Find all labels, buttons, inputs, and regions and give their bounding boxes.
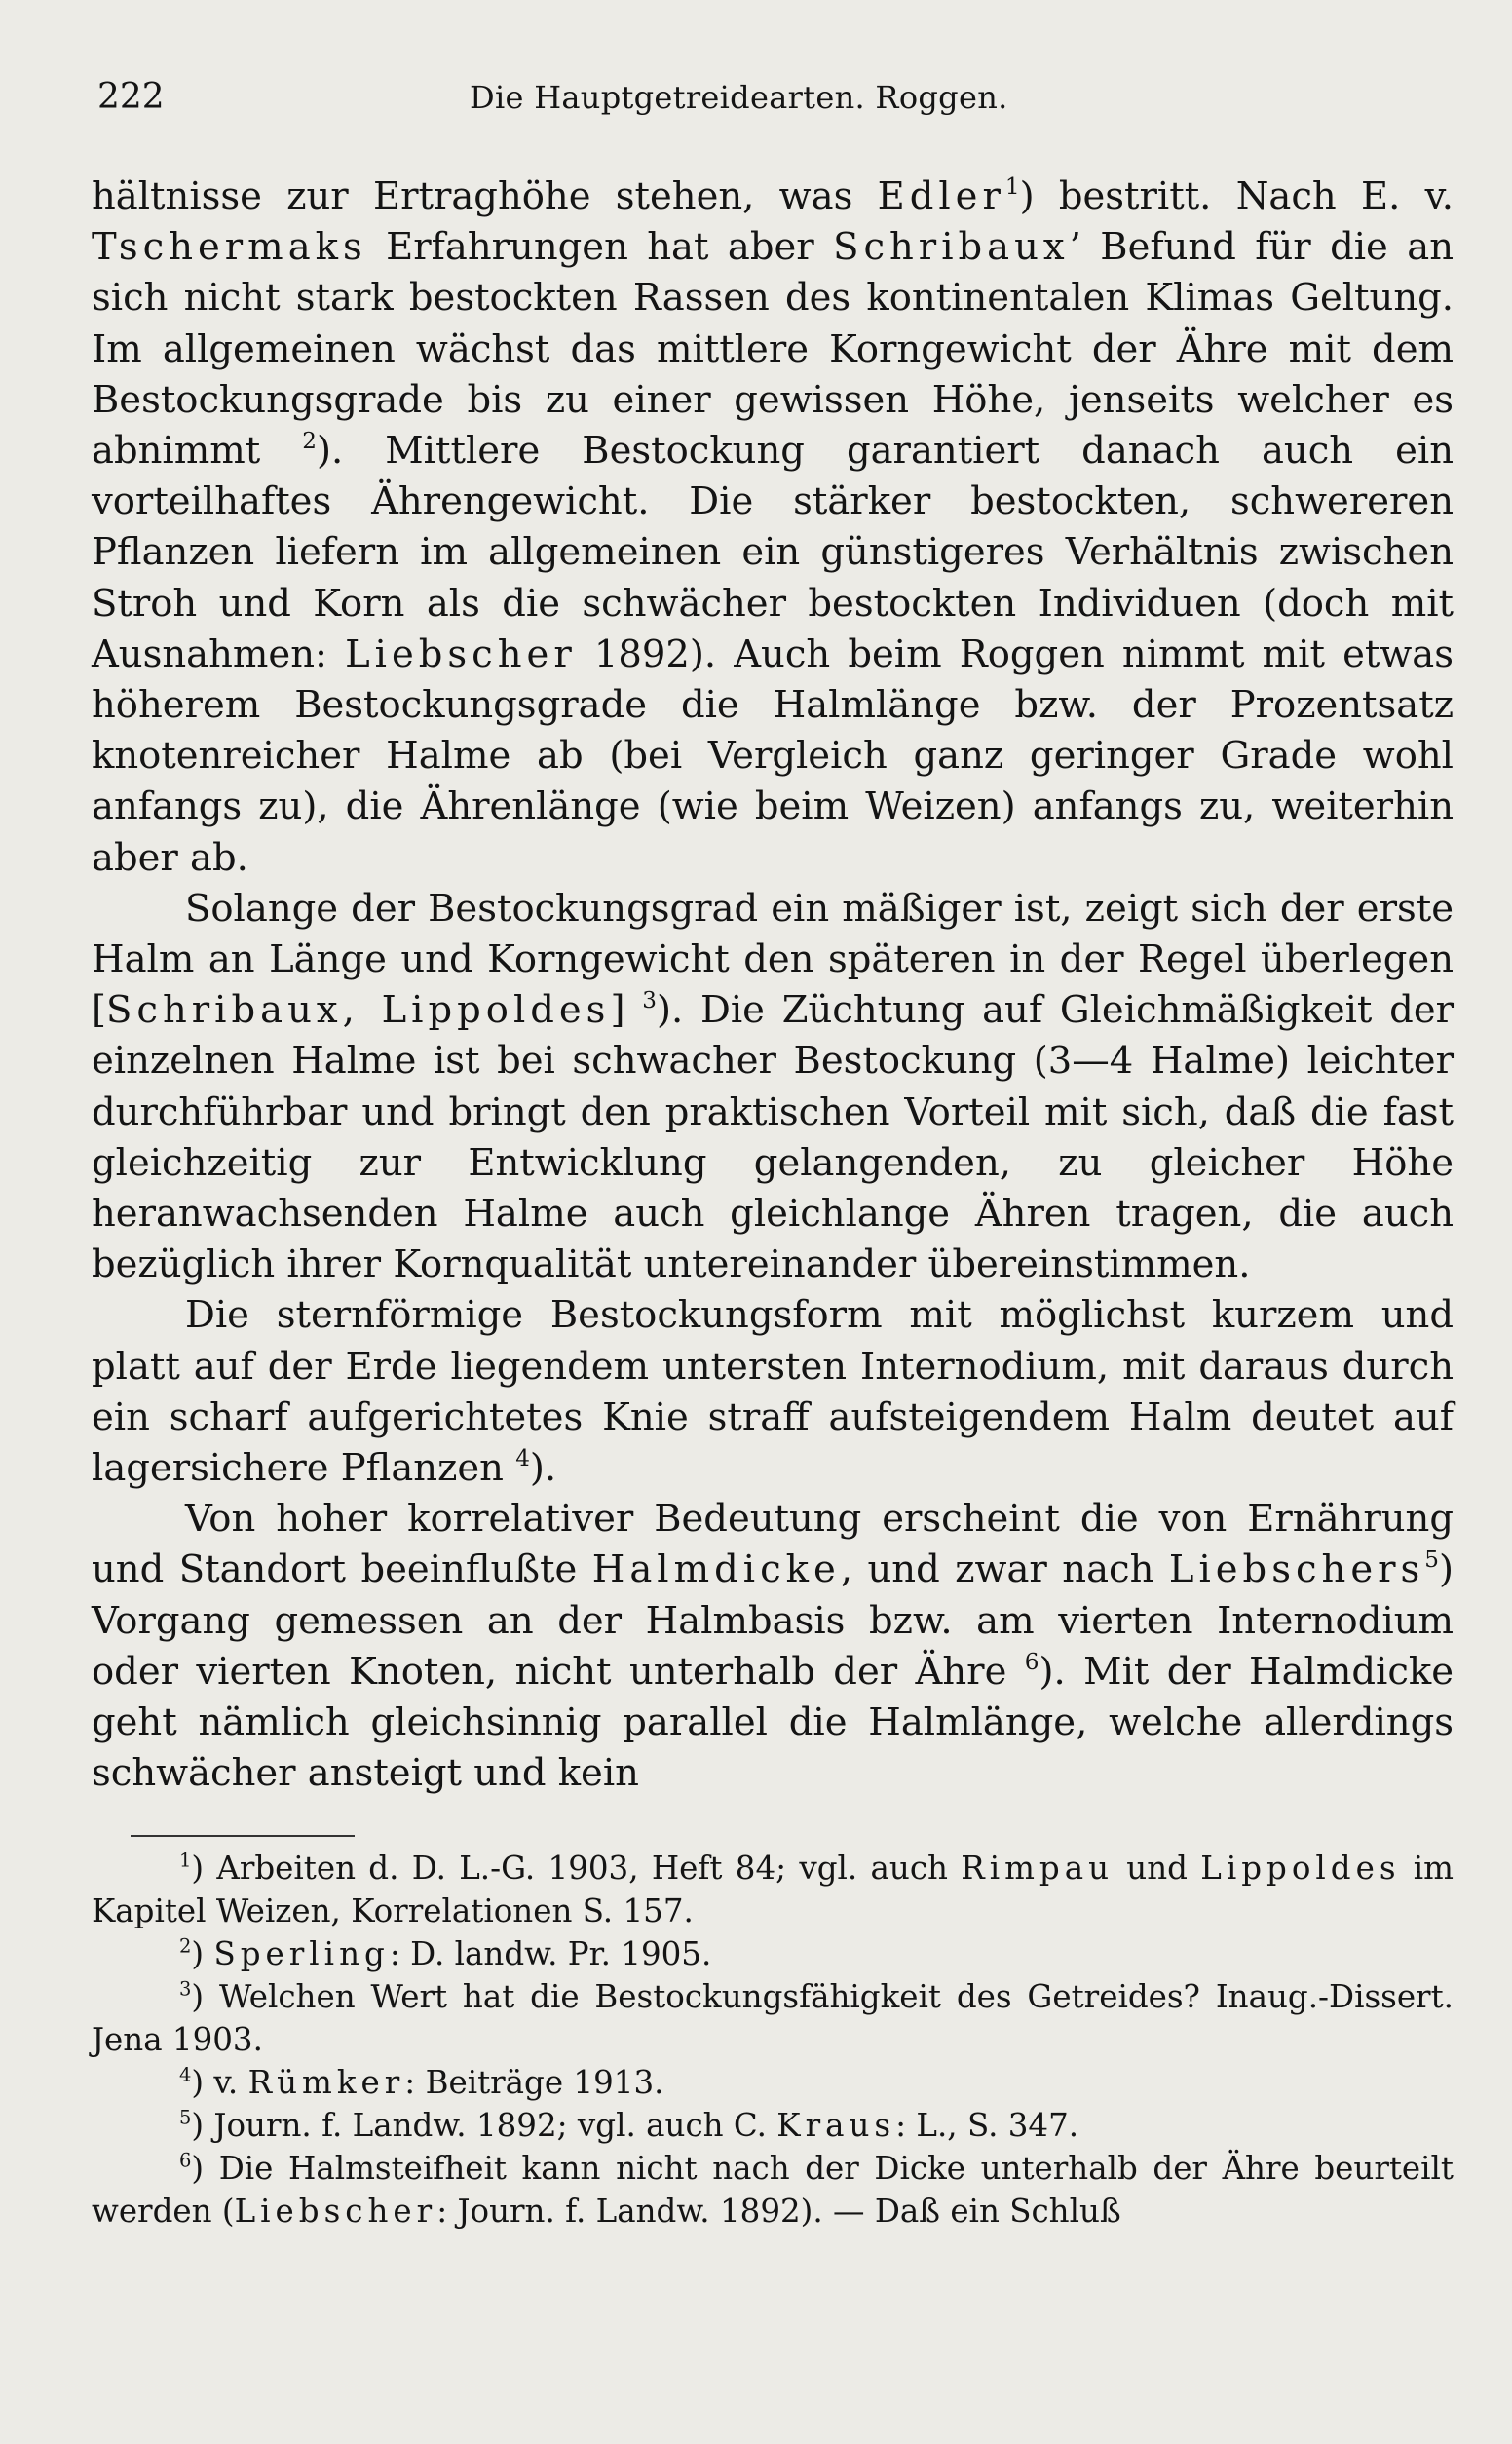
text-run: ) Arbeiten d. D. L.-G. 1903, Heft 84; vgl. auch: [191, 1849, 962, 1887]
running-title: Die Hauptgetreidearten. Roggen.: [470, 79, 1008, 116]
spaced-name: Liebscher: [345, 631, 577, 676]
footnote-marker: 2: [302, 429, 317, 455]
spaced-name: Schribaux: [833, 225, 1070, 270]
text-run: hältnisse zur Ertraghöhe stehen, was: [92, 174, 878, 218]
text-run: ).: [529, 1446, 557, 1491]
text-run: ). Mittlere Bestockung garantiert danach auch ein vorteilhaftes Ährengewicht. Die stärker bestockten, schwereren Pflanzen liefern im allgemeinen ein günstigeres Verhältnis zwischen Stroh und Korn als die schwächer bestockten Individuen (doch mit Ausnahmen:: [92, 429, 1454, 676]
footnote-marker: 2: [179, 1933, 192, 1957]
text-run: im Kapitel Weizen, Korrelationen S. 157.: [92, 1849, 1454, 1929]
footnote-marker: 1: [1004, 174, 1020, 200]
text-run: : D. landw. Pr. 1905.: [389, 1934, 712, 1972]
paragraph-p4: [92, 1494, 1454, 1799]
text-run: ) Vorgang gemessen an der Halmbasis bzw. am vierten Internodium oder vierten Knoten, nicht unterhalb der Ähre: [92, 1547, 1454, 1694]
spaced-name: Halmdicke: [591, 1547, 841, 1592]
text-run: ) Die Halmsteifheit kann nicht nach der Dicke unterhalb der Ähre beurteilt werden (: [92, 2149, 1454, 2230]
footnote-marker: 1: [179, 1848, 192, 1871]
text-run: ) v.: [191, 2063, 248, 2101]
text-run: : Beiträge 1913.: [404, 2063, 664, 2101]
text-run: Erfahrungen hat aber: [366, 225, 834, 270]
page-header: [92, 68, 1454, 127]
spaced-name: Rümker: [247, 2063, 405, 2101]
text-run: ) bestritt. Nach E. v.: [1019, 174, 1454, 218]
paragraph-p3: [92, 1290, 1454, 1494]
footnote-marker: 5: [179, 2105, 192, 2128]
text-run: ). Die Züchtung auf Gleichmäßigkeit der einzelnen Halme ist bei schwacher Bestockung (3—4 Halme) leichter durchführbar und bringt den praktischen Vorteil mit sich, daß die fast gleichzeitig zur Entwicklung gelangenden, zu gleicher Höhe heranwachsenden Halme auch gleichlange Ähren tragen, die auch bezüglich ihrer Kornqualität untereinander übereinstimmen.: [92, 988, 1455, 1287]
spaced-name: Tschermaks: [92, 225, 367, 270]
text-run: , und zwar nach: [840, 1547, 1169, 1592]
spaced-name: Edler: [877, 174, 1005, 218]
text-run: ]: [610, 988, 643, 1033]
footnote-marker: 5: [1424, 1547, 1439, 1574]
footnote-marker: 3: [642, 988, 657, 1014]
text-run: : Journ. f. Landw. 1892). — Daß ein Schluß: [436, 2192, 1121, 2230]
spaced-name: Liebscher: [234, 2192, 437, 2230]
footnote-fn1: [92, 1847, 1454, 1932]
spaced-name: Liebschers: [1168, 1547, 1425, 1592]
page-number: 222: [97, 77, 165, 117]
footnote-fn2: [92, 1932, 1454, 1975]
footnote-marker: 6: [1024, 1649, 1040, 1675]
footnote-marker: 6: [179, 2148, 192, 2171]
text-run: Von hoher korrelativer Bedeutung erscheint die von Ernährung und Standort beeinflußte: [92, 1497, 1454, 1592]
spaced-name: Kraus: [776, 2106, 896, 2144]
footnotes: [92, 1847, 1454, 2233]
paragraph-p1: [92, 172, 1454, 884]
footnote-fn5: [92, 2104, 1454, 2147]
text-run: ) Journ. f. Landw. 1892; vgl. auch C.: [191, 2106, 777, 2144]
spaced-name: Rimpau: [961, 1849, 1115, 1887]
text-run: 1892). Auch beim Roggen nimmt mit etwas höherem Bestockungsgrade die Halmlänge bzw. der Prozentsatz knotenreicher Halme ab (bei Vergleich ganz geringer Grade wohl anfangs zu), die Ährenlänge (wie beim Weizen) anfangs zu, weiterhin aber ab.: [92, 631, 1454, 880]
footnote-marker: 4: [515, 1446, 530, 1472]
spaced-name: Lippoldes: [1200, 1849, 1401, 1887]
footnote-marker: 3: [179, 1976, 192, 2000]
text-run: ) Welchen Wert hat die Bestockungsfähigkeit des Getreides? Inaug.-Dissert. Jena 1903.: [92, 1977, 1454, 2058]
spaced-name: Schribaux, Lippoldes: [106, 988, 611, 1033]
paragraph-p2: [92, 884, 1454, 1291]
footnote-fn4: [92, 2061, 1454, 2104]
text-run: ): [191, 1934, 214, 1972]
text-run: ’ Befund für die an sich nicht stark bestockten Rassen des kontinentalen Klimas Geltung. Im allgemeinen wächst das mittlere Korngewicht der Ähre mit dem Bestockungsgrade bis zu einer gewissen Höhe, jenseits welcher es abnimmt: [92, 225, 1454, 474]
text-run: ). Mit der Halmdicke geht nämlich gleichsinnig parallel die Halmlänge, welche allerdings schwächer ansteigt und kein: [92, 1649, 1454, 1796]
footnote-marker: 4: [179, 2062, 192, 2085]
text-run: : L., S. 347.: [895, 2106, 1079, 2144]
text-run: und: [1114, 1849, 1201, 1887]
text-run: Solange der Bestockungsgrad ein mäßiger ist, zeigt sich der erste Halm an Länge und Korngewicht den späteren in der Regel überlegen [: [92, 886, 1454, 1033]
text-run: Die sternförmige Bestockungsform mit möglichst kurzem und platt auf der Erde liegendem untersten Internodium, mit daraus durch ein scharf aufgerichtetes Knie straff aufsteigendem Halm deutet auf lagersichere Pflanzen: [92, 1293, 1454, 1491]
footnote-divider: [131, 1835, 355, 1837]
footnote-fn3: [92, 1975, 1454, 2061]
spaced-name: Sperling: [213, 1934, 390, 1972]
footnote-fn6: [92, 2147, 1454, 2233]
body-text: [92, 172, 1454, 1800]
